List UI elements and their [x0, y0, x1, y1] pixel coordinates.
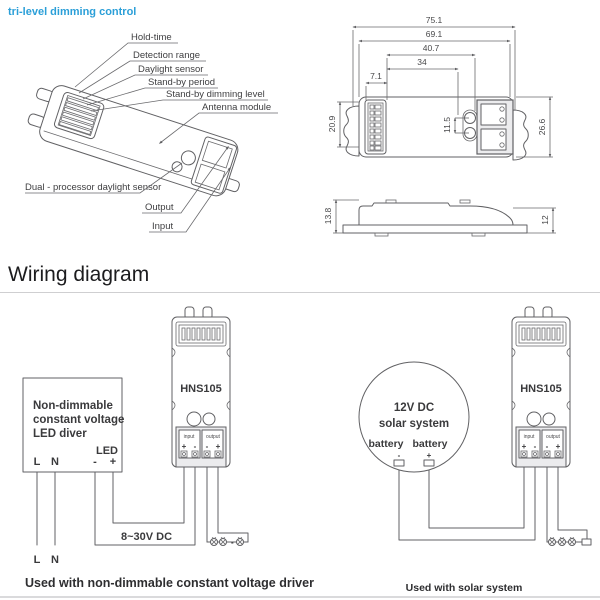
label-dual-processor: Dual - processor daylight sensor: [25, 182, 162, 193]
wire-label-n: N: [51, 554, 59, 566]
source-line1: 12V DC: [393, 402, 435, 414]
label-input: Input: [152, 221, 174, 232]
terminal-n: N: [51, 456, 59, 468]
wiring-left: [0, 295, 314, 595]
wire-label-l: L: [33, 554, 41, 566]
label-antenna-module: Antenna module: [202, 102, 272, 113]
voltage-label: 8~30V DC: [121, 531, 173, 543]
hns105-device-left: [172, 307, 230, 483]
driver-line1: Non-dimmable: [33, 400, 113, 412]
dim-sensor-pitch: 11.5: [442, 117, 452, 133]
dim-overall-width: 26.6: [537, 118, 547, 136]
top-view: [344, 97, 529, 160]
dim-overall-height: 13.8: [323, 207, 333, 225]
hns105-device-right: [512, 307, 570, 483]
wires-right: [399, 466, 587, 542]
label-daylight-sensor: Daylight sensor: [138, 64, 204, 75]
terminal-block-top: [477, 100, 513, 154]
battery1-label: battery: [368, 438, 404, 450]
dim-body-width: 20.9: [327, 115, 337, 133]
battery-minus-sign: -: [397, 451, 401, 460]
right-mounting-wing: [513, 110, 528, 160]
dip-switch-column: [365, 100, 386, 154]
battery-plus-sign: +: [426, 451, 432, 460]
label-output: Output: [145, 202, 174, 213]
caption-right: Used with solar system: [405, 582, 523, 594]
side-view: [323, 200, 556, 236]
dim-dip-offset: 7.1: [370, 71, 382, 81]
dim-base-height: 12: [540, 215, 550, 225]
label-standby-dimming-level: Stand-by dimming level: [166, 89, 265, 100]
lamp-connector: [582, 539, 591, 545]
dimension-views: [320, 10, 600, 250]
terminal-plus: +: [109, 456, 117, 468]
terminal-minus: -: [93, 456, 97, 468]
battery2-label: battery: [412, 438, 448, 450]
dim-overall-length: 75.1: [425, 15, 443, 25]
solar-system-source: [359, 362, 469, 472]
driver-line3: LED diver: [33, 428, 87, 440]
page-bottom-border: [0, 596, 600, 598]
battery-minus-terminal: [394, 460, 404, 466]
label-detection-range: Detection range: [133, 50, 201, 61]
dim-body-length: 69.1: [425, 29, 443, 39]
wiring-heading: Wiring diagram: [8, 263, 150, 286]
label-hold-time: Hold-time: [131, 32, 172, 43]
dim-dip-to-bracket: 34: [417, 57, 427, 67]
left-mounting-wing: [344, 106, 359, 156]
caption-left: Used with non-dimmable constant voltage driver: [25, 576, 314, 590]
terminal-l: L: [33, 456, 41, 468]
wiring-right: [330, 295, 600, 595]
source-line2: solar system: [378, 418, 450, 430]
led-terminal-label: LED: [96, 445, 118, 457]
section-divider: [0, 292, 600, 293]
dim-dip-to-sensor: 40.7: [422, 43, 440, 53]
battery-plus-terminal: [424, 460, 434, 466]
lamp-dash: -: [231, 538, 234, 547]
isometric-view: [0, 25, 310, 265]
label-standby-period: Stand-by period: [148, 77, 216, 88]
led-driver-box: [23, 378, 124, 472]
driver-line2: constant voltage: [33, 414, 125, 426]
page-title: tri-level dimming control: [8, 6, 137, 18]
